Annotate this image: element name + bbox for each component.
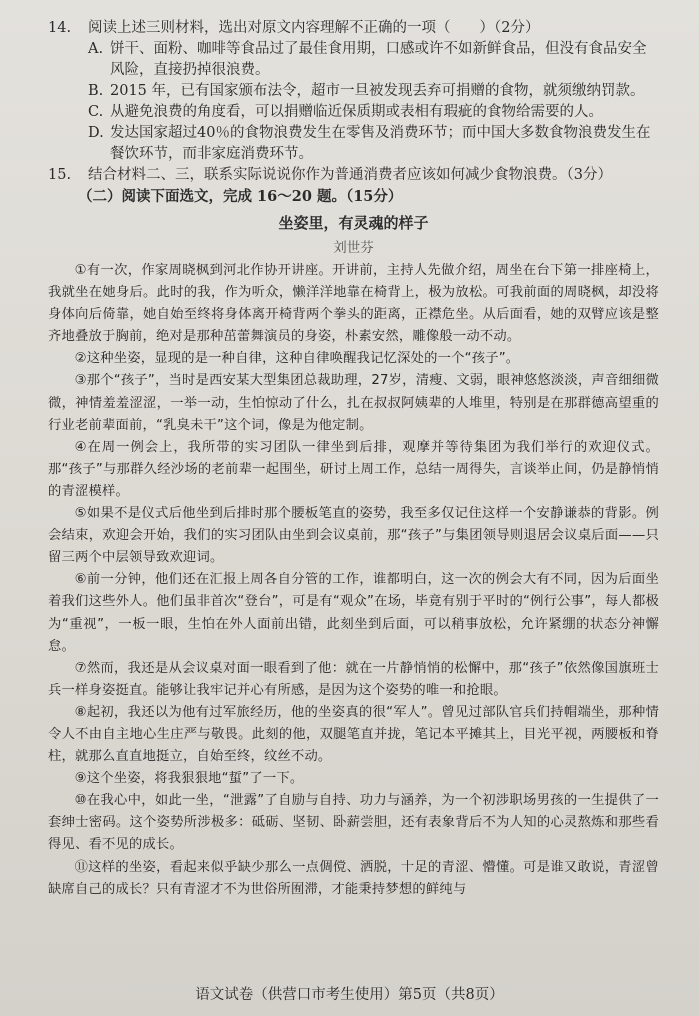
paragraph-2: ②这种坐姿，显现的是一种自律，这种自律唤醒我记忆深处的一个“孩子”。 (74, 351, 520, 367)
paragraph-5: ⑤如果不是仪式后他坐到后排时那个腰板笔直的姿势，我至多仅记住这样一个安静谦恭的背影。例会结束，欢迎会开始，我们的实习团队由坐到会议桌前，那“孩子”与集团领导则退居会议桌后面——只留三两个中层领导致欢迎词。 (48, 506, 659, 566)
paragraph-7: ⑦然而，我还是从会议桌对面一眼看到了他：就在一片静悄悄的松懈中，那“孩子”依然像国旗班士兵一样身姿挺直。能够让我牢记并心有所感，是因为这个姿势的唯一和抢眼。 (48, 660, 659, 698)
option-d: D. 发达国家超过40％的食物浪费发生在零售及消费环节；而中国大多数食物浪费发生在餐饮环节，而非家庭消费环节。 (88, 125, 651, 162)
paragraph-3: ③那个“孩子”，当时是西安某大型集团总裁助理，27岁，清瘦、文弱，眼神悠悠淡淡，声音细细微微，神情羞羞涩涩，一举一动，生怕惊动了什么，扎在叔叔阿姨辈的人堆里，特别是在那群德高望重的行业老前辈面前，“乳臭未干”这个词，像是为他定制。 (48, 373, 659, 433)
question-stem: 阅读上述三则材料，选出对原文内容理解不正确的一项（ ）（2分） (88, 20, 540, 36)
paragraph-6: ⑥前一分钟，他们还在汇报上周各自分管的工作，谁都明白，这一次的例会大有不同，因为后面坐着我们这些外人。他们虽非首次“登台”，可是有“观众”在场，毕竟有别于平时的“例行公事”，每人都极为“重视”，一板一眼，生怕在外人面前出错，此刻坐到后面，可以稍事放松，允许紧绷的状态分神懈怠。 (48, 572, 659, 654)
page-footer: 语文试卷（供营口市考生使用）第5页（共8页） (195, 987, 504, 1003)
paragraph-4: ④在周一例会上，我所带的实习团队一律坐到后排，观摩并等待集团为我们举行的欢迎仪式。那“孩子”与那群久经沙场的老前辈一起围坐，研讨上周工作，总结一周得失，言谈举止间，仍是静悄悄的青涩模样。 (48, 439, 659, 499)
paragraph-1: ①有一次，作家周晓枫到河北作协开讲座。开讲前，主持人先做介绍，周坐在台下第一排座椅上，我就坐在她身后。此时的我，作为听众，懒洋洋地靠在椅背上，极为放松。可我前面的周晓枫，却没将身体向后倚靠，她自始至终将身体离开椅背两个拳头的距离，正襟危坐。从后面看，她的双臂应该是整齐地叠放于胸前，绝对是那种茁蕾舞演员的身姿，朴素安然，雕像般一动不动。 (48, 263, 659, 345)
passage-body (48, 260, 659, 901)
paragraph-11: ⑪这样的坐姿，看起来似乎缺少那么一点倜傥、洒脱，十足的青涩、懵懂。可是谁又敢说，青涩曾缺席自己的成长？只有青涩才不为世俗所囿滞，才能秉持梦想的鲜纯与 (48, 859, 659, 897)
question-stem: 结合材料二、三，联系实际说说你作为普通消费者应该如何减少食物浪费。（3分） (88, 167, 612, 183)
paragraph-9: ⑨这个坐姿，将我狠狠地“蜇”了一下。 (74, 771, 304, 787)
passage-title: 坐姿里，有灵魂的样子 (278, 214, 429, 232)
question-number: 15. (48, 167, 72, 183)
option-b: B. 2015 年，已有国家颁布法令，超市一旦被发现丢弃可捐赠的食物，就须缴纳罚款。 (88, 83, 645, 99)
section-heading: （二）阅读下面选文，完成 16～20 题。（15分） (78, 188, 403, 205)
paragraph-8: ⑧起初，我还以为他有过军旅经历，他的坐姿真的很“军人”。曾见过部队官兵们持帽端坐，那种情令人不由自主地心生庄严与敬畏。此刻的他，双腿笔直并拢，笔记本平摊其上，目光平视，两腰板和脊柱，就那么直直地挺立，自始至终，纹丝不动。 (48, 704, 659, 765)
question-14 (48, 18, 659, 165)
question-15 (48, 165, 659, 186)
question-number: 14. (48, 20, 72, 36)
passage-author: 刘世芬 (333, 240, 374, 256)
option-c: C. 从避免浪费的角度看，可以捐赠临近保质期或表相有瑕疵的食物给需要的人。 (88, 104, 603, 120)
paragraph-10: ⑩在我心中，如此一坐，“泄露”了自励与自持、功力与涵养，为一个初涉职场男孩的一生提供了一套绅士密码。这个姿势所涉极多：砥砺、坚韧、卧薪尝胆，还有表象背后不为人知的心灵熬炼和那些看得见、看不见的成长。 (48, 793, 659, 853)
option-a: A. 饼干、面粉、咖啡等食品过了最佳食用期，口感或许不如新鲜食品，但没有食品安全风险，直接扔掉很浪费。 (88, 41, 647, 78)
